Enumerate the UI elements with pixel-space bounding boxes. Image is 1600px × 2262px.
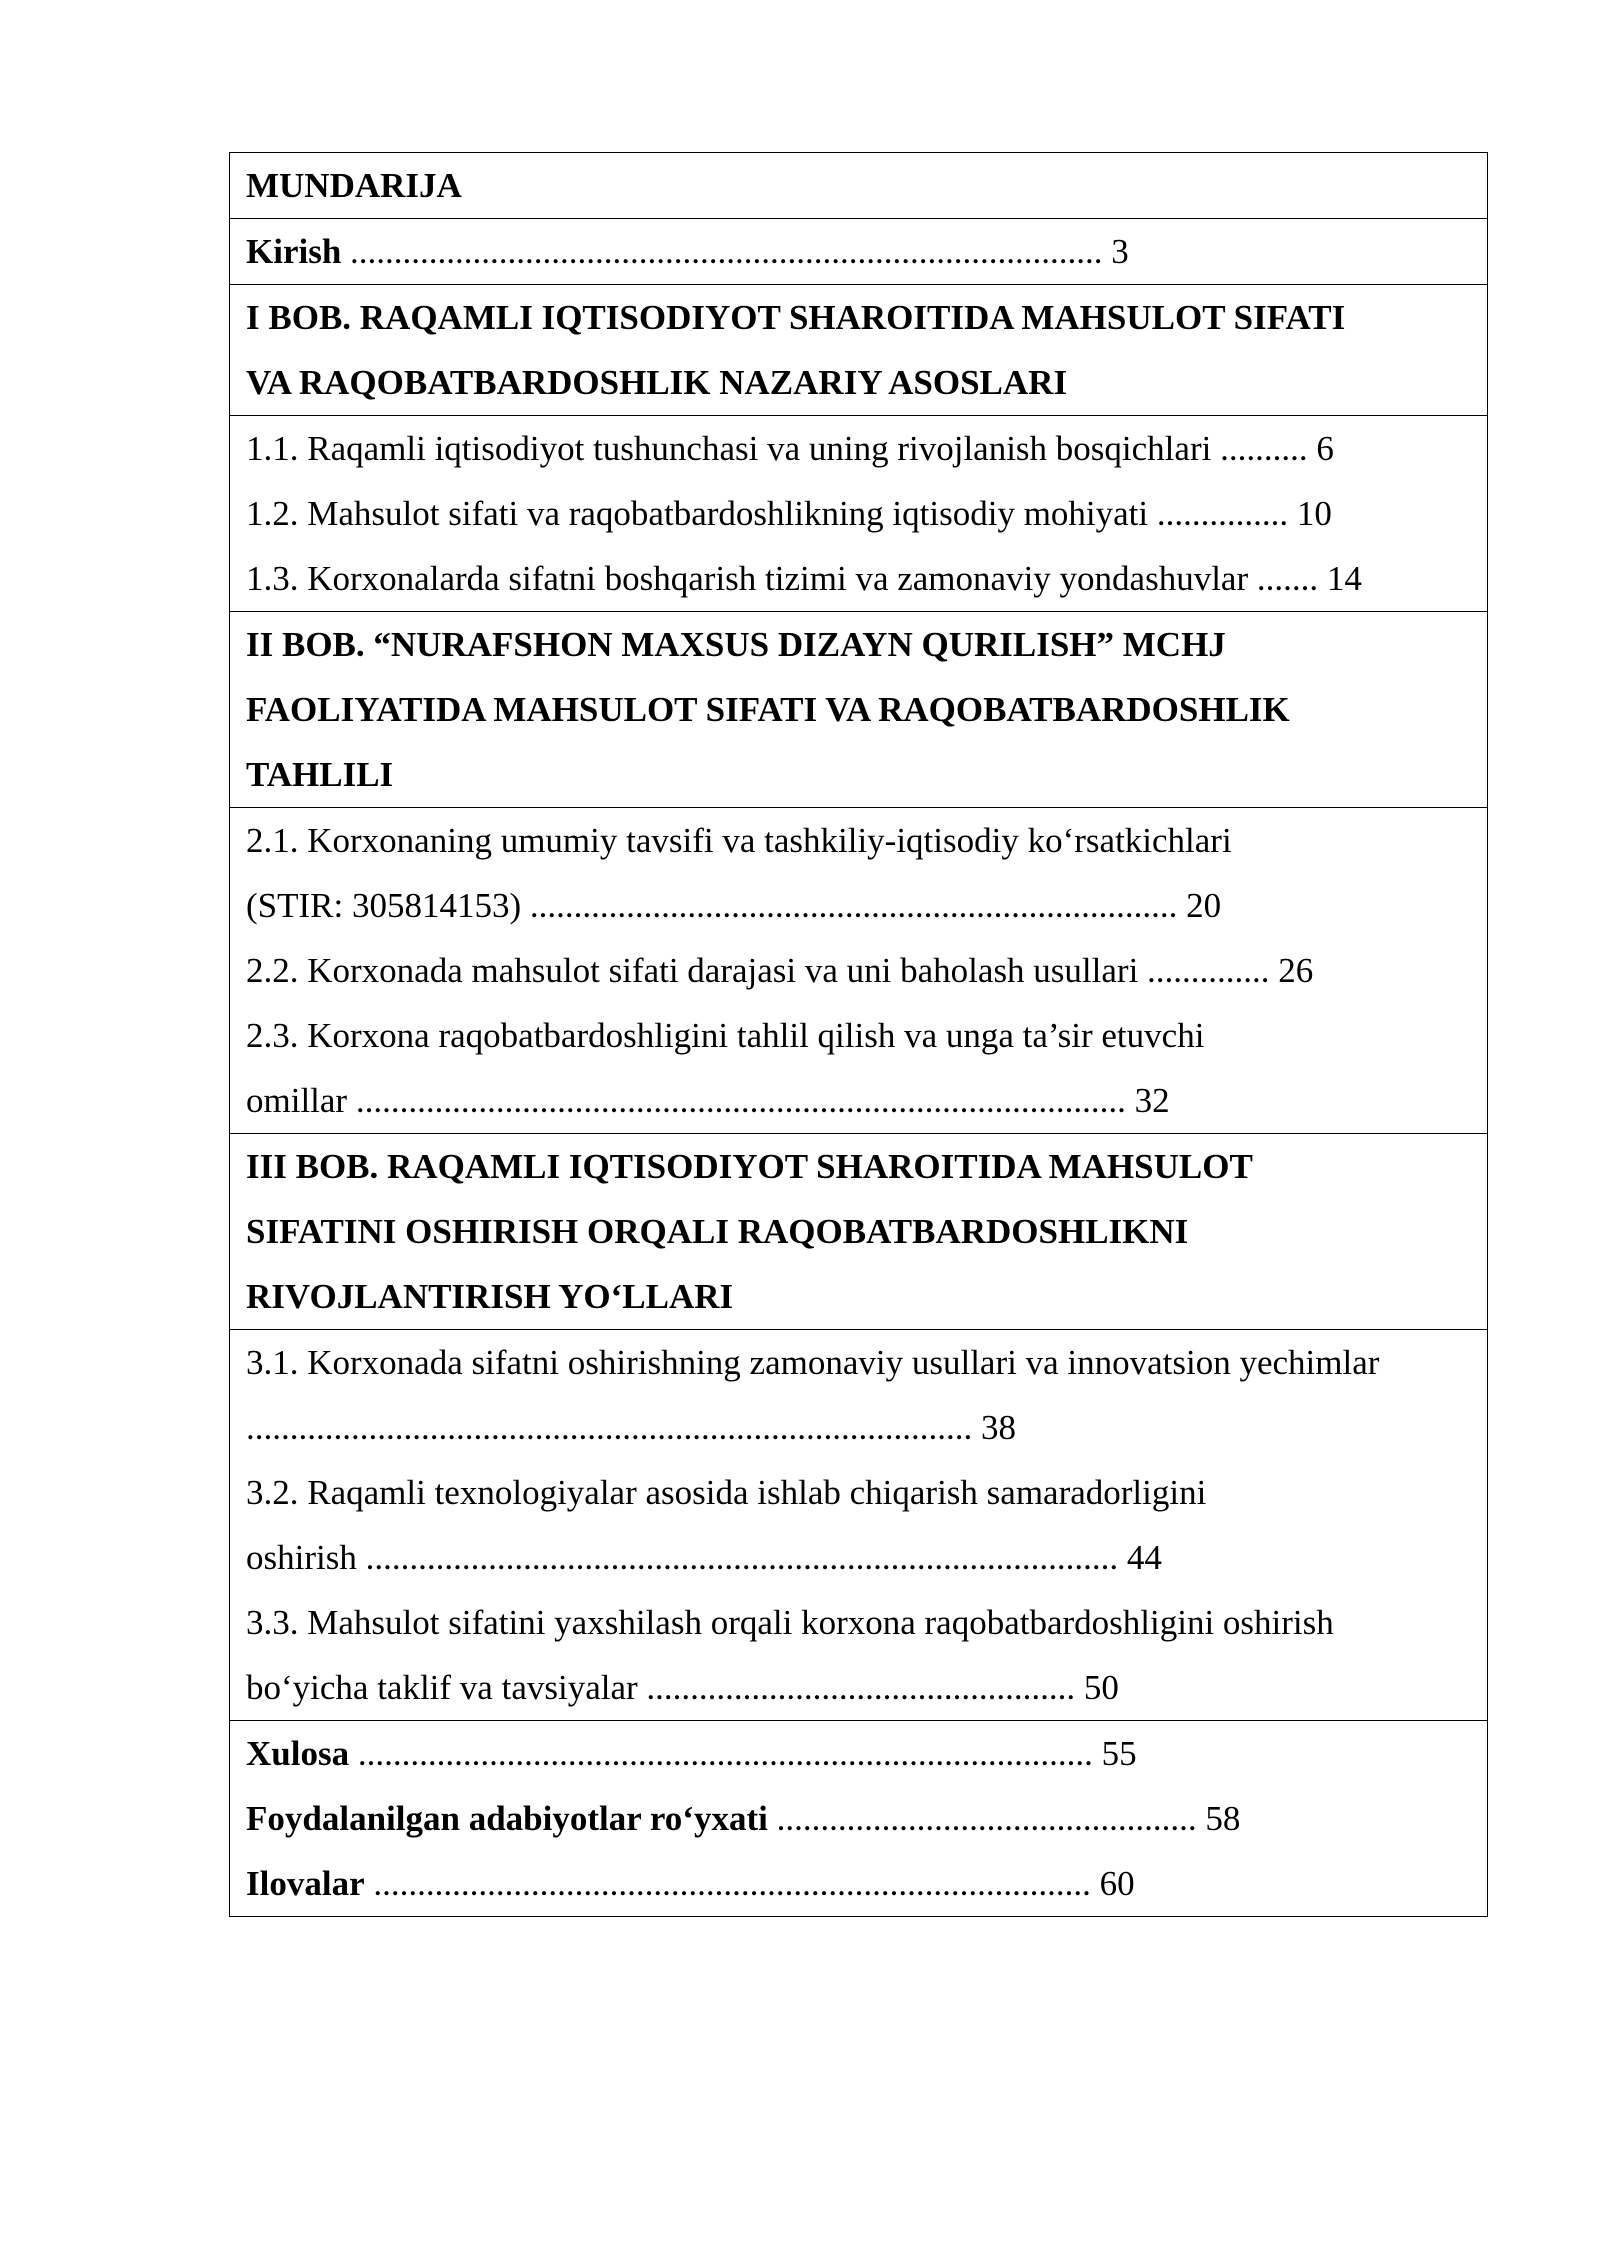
- toc-entry[interactable]: omillar ........................................................................................ 32: [246, 1081, 1170, 1120]
- toc-title: MUNDARIJA: [246, 166, 462, 205]
- toc-entry[interactable]: 1.3. Korxonalarda sifatni boshqarish tizimi va zamonaviy yondashuvlar ....... 14: [246, 559, 1362, 598]
- toc-entry[interactable]: bo‘yicha taklif va tavsiyalar ................................................. 50: [246, 1668, 1119, 1707]
- entry-page-number: 60: [1090, 1864, 1135, 1903]
- chapter-title-line[interactable]: TAHLILI: [246, 755, 394, 794]
- entry-label: Kirish: [246, 232, 342, 271]
- toc-entry-intro[interactable]: [246, 219, 1473, 284]
- chapter-title-line[interactable]: VA RAQOBATBARDOSHLIK NAZARIY ASOSLARI: [246, 363, 1068, 402]
- toc-entry-appendices[interactable]: [246, 1851, 1473, 1916]
- toc-entry[interactable]: 1.2. Mahsulot sifati va raqobatbardoshlikning iqtisodiy mohiyati ............... 10: [246, 494, 1332, 533]
- entry-page-number: 55: [1092, 1734, 1137, 1773]
- chapter-title-line[interactable]: II BOB. “NURAFSHON MAXSUS DIZAYN QURILISH” MCHJ: [246, 625, 1226, 664]
- chapter-title-line[interactable]: SIFATINI OSHIRISH ORQALI RAQOBATBARDOSHLIKNI: [246, 1212, 1189, 1251]
- toc-title-row: [230, 153, 1487, 218]
- chapter-title-line[interactable]: I BOB. RAQAMLI IQTISODIYOT SHAROITIDA MAHSULOT SIFATI: [246, 298, 1346, 337]
- toc-entry[interactable]: 2.1. Korxonaning umumiy tavsifi va tashkiliy-iqtisodiy ko‘rsatkichlari: [246, 821, 1232, 860]
- chapter-1-sections-row: [230, 415, 1487, 611]
- chapter-title-line[interactable]: III BOB. RAQAMLI IQTISODIYOT SHAROITIDA MAHSULOT: [246, 1147, 1253, 1186]
- entry-label: Xulosa: [246, 1734, 350, 1773]
- chapter-3-title-row: [230, 1133, 1487, 1329]
- toc-entry[interactable]: 3.2. Raqamli texnologiyalar asosida ishlab chiqarish samaradorligini: [246, 1473, 1207, 1512]
- entry-leader: ..................................................................................: [364, 1864, 1091, 1903]
- entry-leader: ................................................: [767, 1799, 1197, 1838]
- chapter-3-sections-row: [230, 1329, 1487, 1720]
- toc-intro-row: [230, 218, 1487, 284]
- chapter-2-title-row: [230, 611, 1487, 807]
- chapter-title-line[interactable]: FAOLIYATIDA MAHSULOT SIFATI VA RAQOBATBARDOSHLIK: [246, 690, 1290, 729]
- toc-entry[interactable]: oshirish ...................................................................................... 44: [246, 1538, 1162, 1577]
- toc-entry[interactable]: (STIR: 305814153) .......................................................................... 20: [246, 886, 1222, 925]
- chapter-title-line[interactable]: RIVOJLANTIRISH YO‘LLARI: [246, 1277, 734, 1316]
- chapter-1-title-row: [230, 284, 1487, 415]
- toc-entry-conclusion[interactable]: [246, 1721, 1473, 1786]
- table-of-contents: [229, 152, 1488, 1917]
- toc-entry[interactable]: 3.3. Mahsulot sifatini yaxshilash orqali korxona raqobatbardoshligini oshirish: [246, 1603, 1334, 1642]
- toc-entry-references[interactable]: [246, 1786, 1473, 1851]
- toc-entry[interactable]: 1.1. Raqamli iqtisodiyot tushunchasi va uning rivojlanish bosqichlari .......... 6: [246, 429, 1334, 468]
- entry-label: Foydalanilgan adabiyotlar ro‘yxati: [246, 1799, 768, 1838]
- toc-entry[interactable]: 3.1. Korxonada sifatni oshirishning zamonaviy usullari va innovatsion yechimlar: [246, 1343, 1380, 1382]
- closing-row: [230, 1720, 1487, 1916]
- entry-leader: ....................................................................................: [349, 1734, 1093, 1773]
- entry-page-number: 58: [1196, 1799, 1241, 1838]
- entry-page-number: 3: [1102, 232, 1129, 271]
- chapter-2-sections-row: [230, 807, 1487, 1133]
- toc-entry[interactable]: ................................................................................... 38: [246, 1408, 1016, 1447]
- toc-entry[interactable]: 2.2. Korxonada mahsulot sifati darajasi va uni baholash usullari .............. 26: [246, 951, 1314, 990]
- entry-leader: ......................................................................................: [341, 232, 1103, 271]
- toc-entry[interactable]: 2.3. Korxona raqobatbardoshligini tahlil qilish va unga ta’sir etuvchi: [246, 1016, 1205, 1055]
- entry-label: Ilovalar: [246, 1864, 365, 1903]
